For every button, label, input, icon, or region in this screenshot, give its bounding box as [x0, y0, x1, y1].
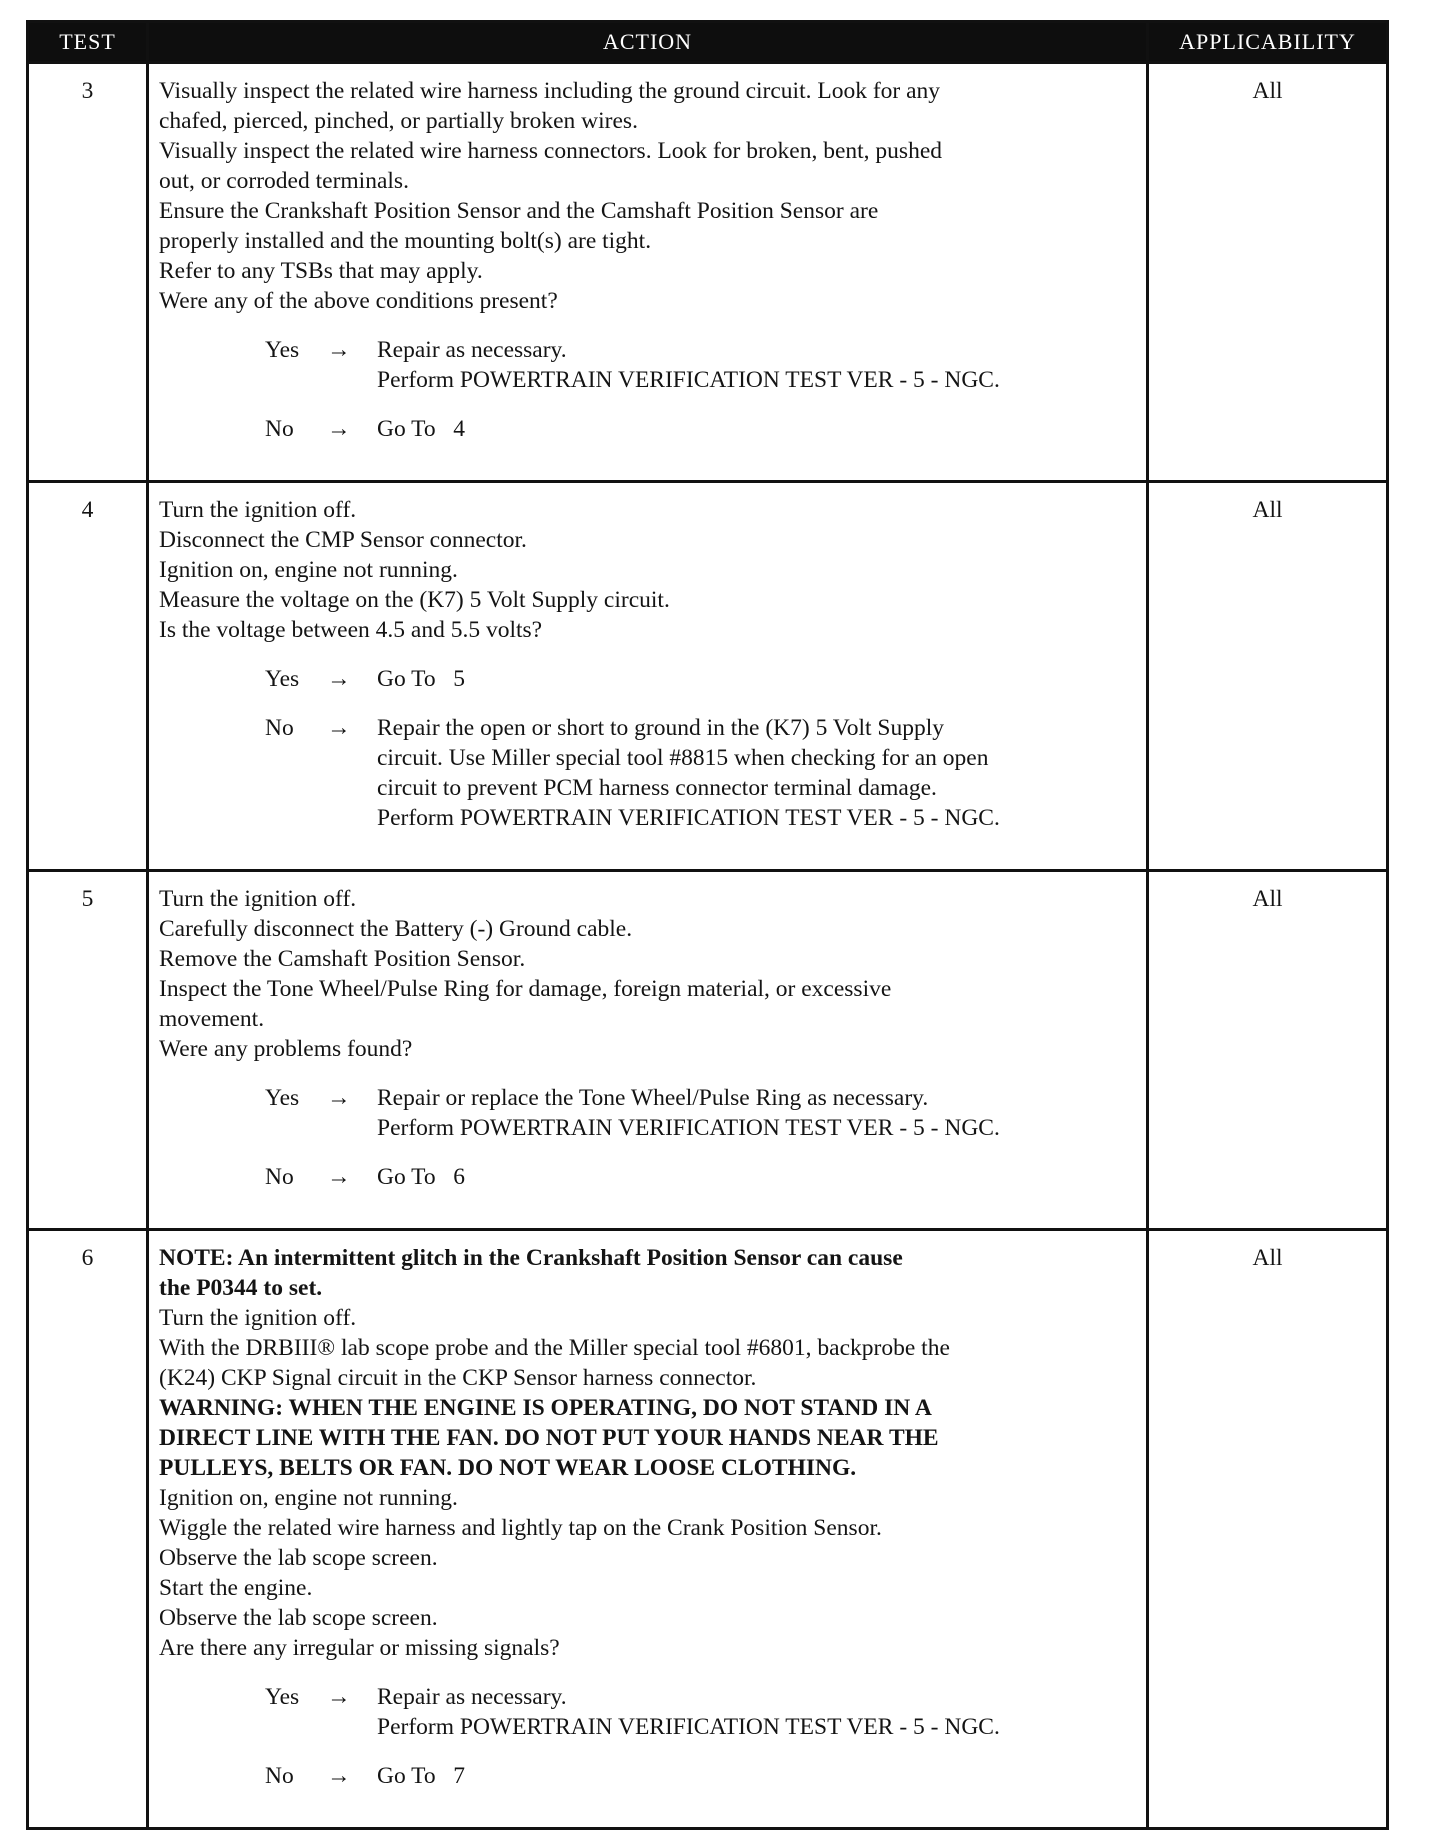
applicability-cell: All: [1148, 1230, 1388, 1829]
answer-yes: [159, 1083, 1138, 1143]
answer-label: No: [265, 416, 294, 442]
action-line: With the DRBIII® lab scope probe and the Miller special tool #6801, backprobe the: [159, 1335, 950, 1361]
note-line: the P0344 to set.: [159, 1275, 323, 1301]
answer-line: circuit to prevent PCM harness connector terminal damage.: [377, 775, 937, 801]
table-header-row: [28, 22, 1388, 63]
answer-label: Yes: [265, 666, 300, 692]
action-line: Visually inspect the related wire harness connectors. Look for broken, bent, pushed: [159, 138, 942, 164]
answer-label: Yes: [265, 1684, 300, 1710]
warning-line: DIRECT LINE WITH THE FAN. DO NOT PUT YOUR HANDS NEAR THE: [159, 1425, 939, 1451]
action-line: Visually inspect the related wire harness including the ground circuit. Look for any: [159, 78, 941, 104]
answer-body: [377, 1162, 1138, 1192]
applicability-cell: All: [1148, 482, 1388, 871]
answer-line: Repair as necessary.: [377, 337, 567, 363]
action-cell: [148, 482, 1148, 871]
right-arrow-icon: →: [327, 1164, 351, 1190]
action-line: Ensure the Crankshaft Position Sensor and the Camshaft Position Sensor are: [159, 198, 879, 224]
answer-body: [377, 1761, 1138, 1791]
answer-body: [377, 414, 1138, 444]
action-line: chafed, pierced, pinched, or partially broken wires.: [159, 108, 638, 134]
header-applicability: APPLICABILITY: [1148, 22, 1388, 63]
action-line: Turn the ignition off.: [159, 497, 357, 523]
answer-line: Perform POWERTRAIN VERIFICATION TEST VER - 5 - NGC.: [377, 367, 1000, 393]
warning-line: PULLEYS, BELTS OR FAN. DO NOT WEAR LOOSE CLOTHING.: [159, 1455, 857, 1481]
right-arrow-icon: →: [327, 337, 351, 363]
action-line: Ignition on, engine not running.: [159, 1485, 458, 1511]
answer-no: [159, 1162, 1138, 1192]
answer-line: Go To 5: [377, 666, 466, 692]
answer-line: Go To 4: [377, 416, 466, 442]
right-arrow-icon: →: [327, 715, 351, 741]
action-line: Wiggle the related wire harness and lightly tap on the Crank Position Sensor.: [159, 1515, 882, 1541]
answer-label: No: [265, 715, 294, 741]
answer-yes: [159, 664, 1138, 694]
answer-body: [377, 1083, 1138, 1143]
diagnostic-table: [26, 20, 1389, 1830]
right-arrow-icon: →: [327, 1085, 351, 1111]
action-line: Disconnect the CMP Sensor connector.: [159, 527, 527, 553]
action-line: Observe the lab scope screen.: [159, 1605, 438, 1631]
action-line: (K24) CKP Signal circuit in the CKP Sensor harness connector.: [159, 1365, 757, 1391]
warning-line: WARNING: WHEN THE ENGINE IS OPERATING, DO NOT STAND IN A: [159, 1395, 932, 1421]
action-cell: [148, 871, 1148, 1230]
answer-body: [377, 664, 1138, 694]
action-line: Refer to any TSBs that may apply.: [159, 258, 483, 284]
answer-label: Yes: [265, 1085, 300, 1111]
action-line: Observe the lab scope screen.: [159, 1545, 438, 1571]
test-number: 3: [28, 63, 148, 482]
action-line: Is the voltage between 4.5 and 5.5 volts?: [159, 617, 543, 643]
applicability-cell: All: [1148, 63, 1388, 482]
answer-line: Repair or replace the Tone Wheel/Pulse Ring as necessary.: [377, 1085, 929, 1111]
action-line: Measure the voltage on the (K7) 5 Volt Supply circuit.: [159, 587, 670, 613]
action-line: Were any problems found?: [159, 1036, 413, 1062]
action-line: Carefully disconnect the Battery (-) Ground cable.: [159, 916, 633, 942]
answer-no: [159, 713, 1138, 833]
header-test: TEST: [28, 22, 148, 63]
right-arrow-icon: →: [327, 416, 351, 442]
answer-line: Go To 6: [377, 1164, 466, 1190]
applicability-cell: All: [1148, 871, 1388, 1230]
header-action: ACTION: [148, 22, 1148, 63]
action-line: out, or corroded terminals.: [159, 168, 409, 194]
action-line: Are there any irregular or missing signals?: [159, 1635, 560, 1661]
test-number: 5: [28, 871, 148, 1230]
answer-line: Perform POWERTRAIN VERIFICATION TEST VER - 5 - NGC.: [377, 805, 1000, 831]
answer-body: [377, 1682, 1138, 1742]
answer-no: [159, 1761, 1138, 1791]
answer-body: [377, 335, 1138, 395]
action-line: Start the engine.: [159, 1575, 313, 1601]
answer-label: No: [265, 1763, 294, 1789]
action-line: Remove the Camshaft Position Sensor.: [159, 946, 526, 972]
action-cell: [148, 1230, 1148, 1829]
action-line: Turn the ignition off.: [159, 886, 357, 912]
test-number: 6: [28, 1230, 148, 1829]
answer-label: No: [265, 1164, 294, 1190]
right-arrow-icon: →: [327, 1684, 351, 1710]
answer-yes: [159, 335, 1138, 395]
table-row: [28, 871, 1388, 1230]
action-line: Were any of the above conditions present?: [159, 288, 558, 314]
table-row: [28, 482, 1388, 871]
answer-label: Yes: [265, 337, 300, 363]
action-line: Ignition on, engine not running.: [159, 557, 458, 583]
answer-body: [377, 713, 1138, 833]
note-line: NOTE: An intermittent glitch in the Crankshaft Position Sensor can cause: [159, 1245, 903, 1271]
answer-line: Go To 7: [377, 1763, 466, 1789]
answer-line: circuit. Use Miller special tool #8815 when checking for an open: [377, 745, 989, 771]
answer-yes: [159, 1682, 1138, 1742]
answer-line: Repair as necessary.: [377, 1684, 567, 1710]
answer-no: [159, 414, 1138, 444]
right-arrow-icon: →: [327, 666, 351, 692]
action-line: Turn the ignition off.: [159, 1305, 357, 1331]
action-line: properly installed and the mounting bolt(s) are tight.: [159, 228, 652, 254]
action-cell: [148, 63, 1148, 482]
answer-line: Perform POWERTRAIN VERIFICATION TEST VER - 5 - NGC.: [377, 1115, 1000, 1141]
action-line: movement.: [159, 1006, 265, 1032]
table-row: [28, 63, 1388, 482]
diagnostic-page: [26, 20, 1386, 1830]
right-arrow-icon: →: [327, 1763, 351, 1789]
test-number: 4: [28, 482, 148, 871]
answer-line: Perform POWERTRAIN VERIFICATION TEST VER - 5 - NGC.: [377, 1714, 1000, 1740]
answer-line: Repair the open or short to ground in the (K7) 5 Volt Supply: [377, 715, 944, 741]
action-line: Inspect the Tone Wheel/Pulse Ring for damage, foreign material, or excessive: [159, 976, 892, 1002]
table-row: [28, 1230, 1388, 1829]
